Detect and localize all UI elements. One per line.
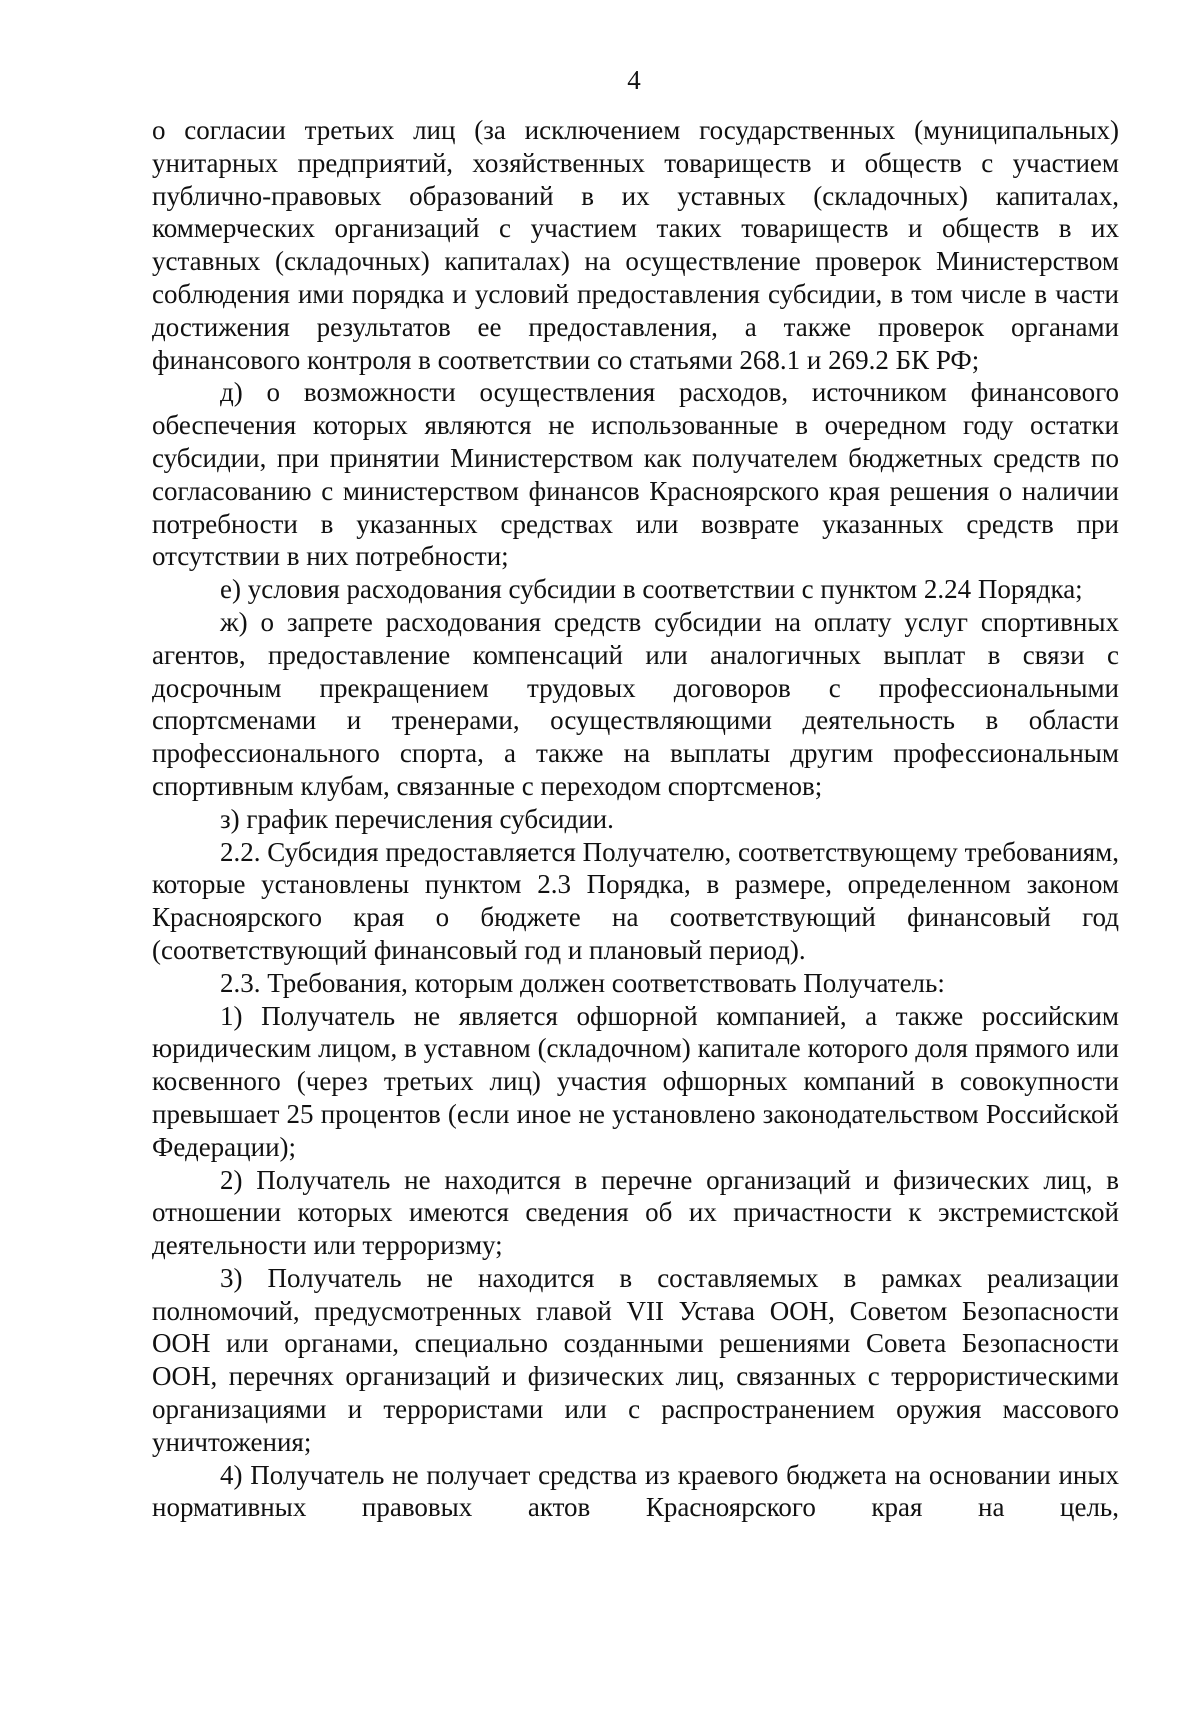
paragraph: о согласии третьих лиц (за исключением государственных (муниципальных) унитарных предприятий, хозяйственных товариществ и обществ с участием публично-правовых образований в их уставных (складочных) капиталах, коммерческих организаций с участием таких товариществ и обществ в их уставных (складочных) капиталах) на осуществление проверок Министерством соблюдения ими порядка и условий предоставления субсидии, в том числе в части достижения результатов ее предоставления, а также проверок органами финансового контроля в соответствии со статьями 268.1 и 269.2 БК РФ; bbox=[152, 115, 1119, 375]
paragraph: 1) Получатель не является офшорной компанией, а также российским юридическим лицом, в уставном (складочном) капитале которого доля прямого или косвенного (через третьих лиц) участия офшорных компаний в совокупности превышает 25 процентов (если иное не установлено законодательством Российской Федерации); bbox=[152, 1000, 1119, 1162]
document-body bbox=[152, 114, 1119, 1524]
paragraph: 2.2. Субсидия предоставляется Получателю, соответствующему требованиям, которые установлены пунктом 2.3 Порядка, в размере, определенном законом Красноярского края о бюджете на соответствующий финансовый год (соответствующий финансовый год и плановый период). bbox=[152, 836, 1119, 965]
paragraph: 4) Получатель не получает средства из краевого бюджета на основании иных нормативных правовых актов Красноярского края на цель, bbox=[152, 1459, 1119, 1523]
paragraph: з) график перечисления субсидии. bbox=[220, 803, 614, 834]
paragraph: 2) Получатель не находится в перечне организаций и физических лиц, в отношении которых имеются сведения об их причастности к экстремистской деятельности или терроризму; bbox=[152, 1164, 1119, 1261]
paragraph: е) условия расходования субсидии в соответствии с пунктом 2.24 Порядка; bbox=[220, 574, 1083, 605]
paragraph: 2.3. Требования, которым должен соответствовать Получатель: bbox=[220, 967, 945, 998]
page-number: 4 bbox=[627, 65, 641, 95]
paragraph: 3) Получатель не находится в составляемых в рамках реализации полномочий, предусмотренных главой VII Устава ООН, Советом Безопасности ООН или органами, специально созданными решениями Совета Безопасности ООН, перечнях организаций и физических лиц, связанных с террористическими организациями и террористами или с распространением оружия массового уничтожения; bbox=[152, 1262, 1119, 1457]
paragraph: д) о возможности осуществления расходов, источником финансового обеспечения которых являются не использованные в очередном году остатки субсидии, при принятии Министерством как получателем бюджетных средств по согласованию с министерством финансов Красноярского края решения о наличии потребности в указанных средствах или возврате указанных средств при отсутствии в них потребности; bbox=[152, 377, 1119, 572]
paragraph: ж) о запрете расходования средств субсидии на оплату услуг спортивных агентов, предоставление компенсаций или аналогичных выплат в связи с досрочным прекращением трудовых договоров с профессиональными спортсменами и тренерами, осуществляющими деятельность в области профессионального спорта, а также на выплаты другим профессиональным спортивным клубам, связанные с переходом спортсменов; bbox=[152, 606, 1119, 801]
